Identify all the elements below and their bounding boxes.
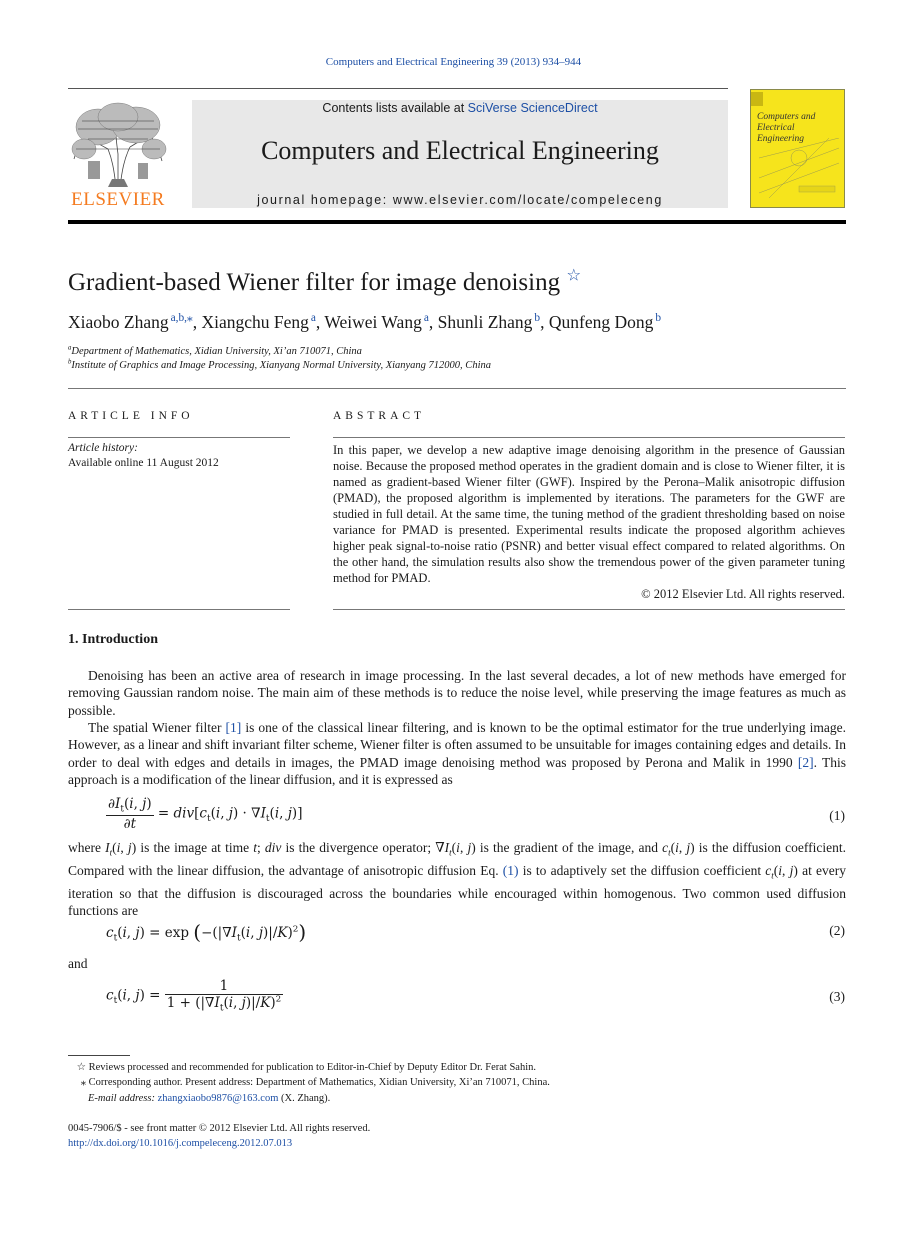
author-separator: , xyxy=(192,312,202,332)
equation-1-number: (1) xyxy=(829,808,845,823)
footnote-corresponding xyxy=(68,1075,846,1090)
contents-line xyxy=(192,101,728,115)
equation-3: $c_t(i$, j) = $\frac{1}{1 + (|\nabla I_t(i, j)|/K)^2}$ xyxy=(106,978,282,1014)
abstract-body xyxy=(333,442,845,602)
journal-cover-thumbnail[interactable] xyxy=(750,89,845,208)
author-affiliation-mark[interactable]: a xyxy=(423,312,429,325)
cover-title: Computers and Electrical Engineering xyxy=(757,112,816,144)
and-text: and xyxy=(68,956,88,971)
journal-name: Computers and Electrical Engineering xyxy=(261,136,659,165)
contents-prefix: Contents lists available at xyxy=(322,101,465,115)
equation-2: $c_t(i$, $j) = \exp (-(|\nabla I_t(i$, j)|/K)$^2$) xyxy=(106,920,307,944)
author-affiliation-mark[interactable]: b xyxy=(655,312,662,325)
email-owner: (X. Zhang). xyxy=(281,1093,331,1104)
equation-1: $\frac{\partial I_t(i, j)}{\partial t}$ = $div[c_t(i$, $j) \cdot \nabla I_t(i$, j)] xyxy=(108,796,303,832)
citation-1-link[interactable]: [1] xyxy=(225,720,242,735)
sciencedirect-link[interactable]: SciVerse ScienceDirect xyxy=(467,101,598,115)
email-label: E-mail address: xyxy=(88,1093,155,1104)
info-rule-top xyxy=(68,437,290,438)
info-rule-bottom xyxy=(68,609,290,610)
p3-text-a: where xyxy=(68,840,106,855)
elsevier-wordmark: ELSEVIER xyxy=(71,189,165,210)
citation-2-link[interactable]: [2] xyxy=(797,754,814,770)
abstract-text: In this paper, we develop a new adaptive image denoising algorithm in the presence of Gaussian noise. Because the proposed method operates in the gradient domain and is close to Wiener filter, it is named as gradient-based Wiener filter (GWF). Inspired by the Perona–Malik anisotropic diffusion (PMAD), the proposed algorithm is implemented by iterations. The parameters for the GWF are studied in full detail. At the same time, the tuning method of the gradient thresholding based on noise variance for PMAD is presented. Experimental results indicate the proposed algorithm achieves higher peak signal-to-noise ratio (PSNR) and better visual effect compared to related algorithms. On the other hand, the simulation results also show the tremendous power of the given parameter tuning method for PMAD. xyxy=(333,443,845,585)
equation-3-number: (3) xyxy=(829,989,845,1004)
author-name: Weiwei Wang xyxy=(324,312,422,332)
author-name: Xiangchu Feng xyxy=(201,312,309,332)
affiliation-text: Department of Mathematics, Xidian University, Xi’an 710071, China xyxy=(71,346,362,357)
p2-text-b: is one of the classical linear filtering, and is known to be the optimal estimator for the true underlying image. However, as a linear and shift invariant filter scheme, Wiener filter is often assumed to be unsuitable for images containing edges and details. In order to deal with edges and details in images, the PMAD image denoising method was proposed by Perona and Malik in 1990 xyxy=(68,720,846,770)
footnote-star-mark: ☆ xyxy=(76,1062,86,1073)
author-affiliation-mark[interactable]: a xyxy=(310,312,316,325)
cover-pattern-icon xyxy=(759,138,839,198)
p3-text-c: ; xyxy=(256,840,265,855)
footnote-corr-text: Corresponding author. Present address: Department of Mathematics, Xidian University, Xi’an 710071, China. xyxy=(88,1077,550,1088)
author-affiliation-mark[interactable]: a,b,⁎ xyxy=(170,312,193,325)
intro-paragraph-1: Denoising has been an active area of research in image processing. In the last several decades, a lot of new methods have emerged for removing Gaussian random noise. The main aim of these methods is to reduce the noise level, while preserving the image features as much as possible. xyxy=(68,668,846,718)
email-link[interactable]: zhangxiaobo9876@163.com xyxy=(157,1093,279,1104)
intro-paragraph-2 xyxy=(68,719,846,788)
affiliation-mark: b xyxy=(68,358,72,366)
footnote-rule xyxy=(68,1055,130,1056)
author-separator: , xyxy=(428,312,438,332)
p3-text-g: is to adaptively set the diffusion coefficient xyxy=(518,862,766,878)
section-heading-introduction: 1. Introduction xyxy=(68,632,158,647)
header-rule xyxy=(68,88,728,89)
author-name: Xiaobo Zhang xyxy=(68,312,169,332)
author-name: Qunfeng Dong xyxy=(548,312,654,332)
abstract-rule-bottom xyxy=(333,609,845,610)
author-name: Shunli Zhang xyxy=(437,312,533,332)
author-list xyxy=(68,312,661,333)
abstract-rule-top xyxy=(333,437,845,438)
p2-text-a: The spatial Wiener filter xyxy=(88,720,226,735)
footnote-star-text: Reviews processed and recommended for publication to Editor-in-Chief by Deputy Editor Dr. Ferat Sahin. xyxy=(88,1062,537,1073)
title-footnote-mark[interactable]: ☆ xyxy=(566,266,581,285)
affiliation-a xyxy=(68,346,362,357)
abstract-heading: ABSTRACT xyxy=(333,410,426,422)
issn-line: 0045-7906/$ - see front matter © 2012 Elsevier Ltd. All rights reserved. xyxy=(68,1123,371,1134)
section-divider xyxy=(68,388,846,389)
footnote-email xyxy=(68,1091,866,1106)
author-separator: , xyxy=(540,312,549,332)
footnote-corr-mark: ⁎ xyxy=(80,1077,86,1088)
doi-link[interactable]: http://dx.doi.org/10.1016/j.compeleceng.2012.07.013 xyxy=(68,1138,293,1149)
p3-text-b: is the image at time xyxy=(136,840,254,855)
p3-text-h: at every iteration so that the diffusion is discouraged across the boundaries while encouraged within homogenous. Two common used diffusion functions are xyxy=(68,862,846,919)
author-affiliation-mark[interactable]: b xyxy=(534,312,541,325)
footnote-star xyxy=(68,1060,846,1075)
author-separator: , xyxy=(315,312,325,332)
p3-text-d: is the divergence operator; xyxy=(281,840,436,855)
affiliation-mark: a xyxy=(68,344,72,352)
intro-paragraph-3: where $I_t(i$, j) is the image at time t; div is the divergence operator; $\nabla I_t(i$, j) is the gradient of the image, and $c_t(i$, j) is the diffusion coefficient. Compared with the linear diffusion, the advantage of anisotropic diffusion Eq. (1) is to adaptively set the diffusion coefficient $c_t(i$, j) at every iteration so that the diffusion is discouraged across the boundaries while encouraged within homogenous. Two common used diffusion functions are xyxy=(68,840,847,919)
header-thick-rule xyxy=(68,220,846,224)
copyright-line: © 2012 Elsevier Ltd. All rights reserved. xyxy=(641,587,845,601)
p2-text-c: . This approach is a modification of the linear diffusion, and it is expressed as xyxy=(68,754,846,787)
equation-2-number: (2) xyxy=(829,923,845,938)
cover-publisher-bar xyxy=(751,92,763,106)
journal-reference[interactable]: Computers and Electrical Engineering 39 (2013) 934–944 xyxy=(325,56,582,68)
p3-text-f: is the diffusion coefficient. Compared with the linear diffusion, the advantage of anisotropic diffusion Eq. xyxy=(68,840,847,878)
article-info-heading: ARTICLE INFO xyxy=(68,410,194,422)
affiliation-text: Institute of Graphics and Image Processing, Xianyang Normal University, Xianyang 712000, China xyxy=(71,360,491,371)
history-value: Available online 11 August 2012 xyxy=(68,457,219,469)
journal-homepage[interactable]: journal homepage: www.elsevier.com/locate/compeleceng xyxy=(257,193,663,207)
equation-1-link[interactable]: (1) xyxy=(502,862,519,878)
history-label: Article history: xyxy=(68,442,138,454)
article-title xyxy=(68,266,581,297)
p3-text-e: is the gradient of the image, and xyxy=(475,840,663,855)
elsevier-logo xyxy=(68,99,168,209)
affiliation-b xyxy=(68,360,491,371)
article-title-text: Gradient-based Wiener filter for image denoising xyxy=(68,269,561,296)
